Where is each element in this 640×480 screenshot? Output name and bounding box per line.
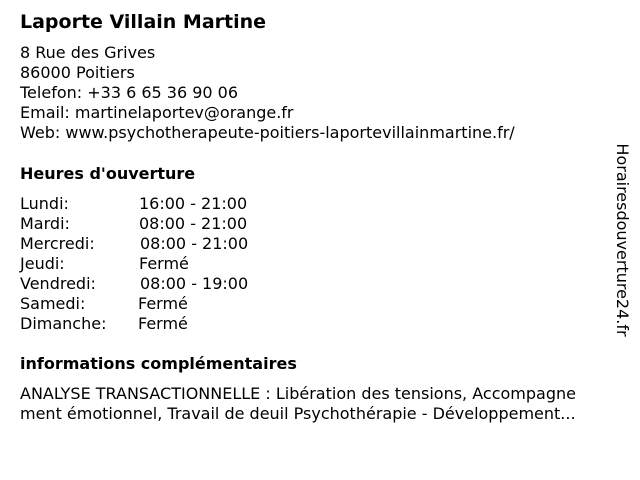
street-address: 8 Rue des Grives [20, 43, 156, 62]
hours-row-monday [20, 194, 280, 214]
time-value: Fermé [139, 254, 189, 273]
time-value: Fermé [138, 314, 188, 333]
time-value: Fermé [138, 294, 188, 313]
hours-row-tuesday [20, 214, 280, 234]
hours-row-saturday [20, 294, 280, 314]
day-label: Mardi: [20, 214, 70, 233]
day-label: Jeudi: [20, 254, 65, 273]
time-value: 08:00 - 21:00 [140, 234, 249, 253]
hours-row-sunday [20, 314, 280, 334]
hours-row-friday [20, 274, 280, 294]
additional-info-heading: informations complémentaires [20, 354, 297, 373]
contact-block [20, 43, 515, 143]
day-label: Lundi: [20, 194, 69, 213]
day-label: Samedi: [20, 294, 86, 313]
day-label: Dimanche: [20, 314, 107, 333]
info-line-1: ANALYSE TRANSACTIONNELLE : Libération des tensions, Accompagne [20, 384, 576, 403]
hours-row-thursday [20, 254, 280, 274]
opening-hours-table [20, 194, 280, 334]
hours-row-wednesday [20, 234, 280, 254]
time-value: 16:00 - 21:00 [139, 194, 248, 213]
day-label: Mercredi: [20, 234, 95, 253]
day-label: Vendredi: [20, 274, 96, 293]
time-value: 08:00 - 21:00 [139, 214, 248, 233]
watermark-vertical-text: Horairesdouverture24.fr [613, 143, 632, 337]
info-line-2: ment émotionnel, Travail de deuil Psychothérapie - Développement... [20, 404, 576, 423]
time-value: 08:00 - 19:00 [140, 274, 249, 293]
phone-number: Telefon: +33 6 65 36 90 06 [20, 83, 239, 102]
opening-hours-heading: Heures d'ouverture [20, 164, 196, 183]
business-name: Laporte Villain Martine [20, 11, 267, 33]
additional-info-text [20, 384, 630, 424]
email-address: Email: martinelaportev@orange.fr [20, 103, 294, 122]
website-url: Web: www.psychotherapeute-poitiers-laportevillainmartine.fr/ [20, 123, 515, 142]
city-postal: 86000 Poitiers [20, 63, 135, 82]
